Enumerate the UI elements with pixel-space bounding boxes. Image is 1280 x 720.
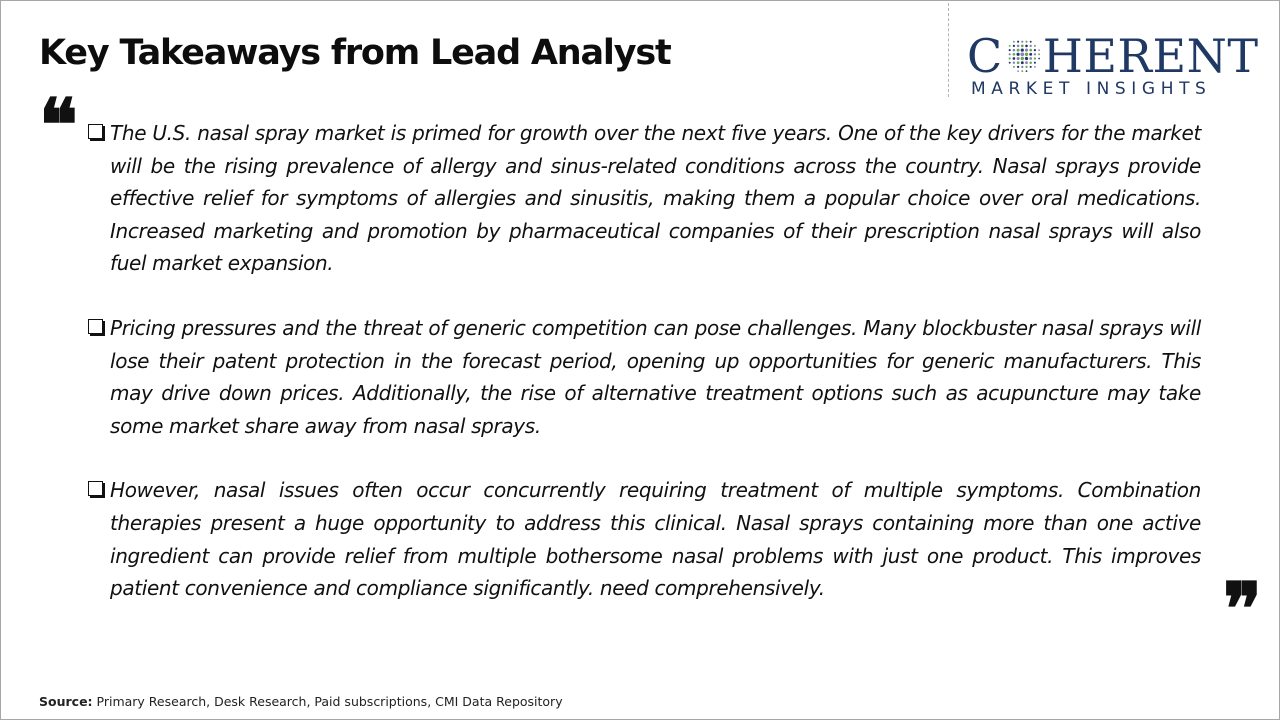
takeaways-list — [87, 117, 1201, 637]
logo-dot — [1012, 49, 1015, 52]
logo-dot — [1017, 66, 1019, 68]
checkbox-bullet-icon — [88, 481, 103, 496]
logo-dot — [1029, 57, 1032, 60]
logo-dot — [1029, 66, 1031, 68]
logo-dot — [1017, 45, 1020, 48]
source-note — [39, 694, 563, 709]
logo-word-left: C — [967, 29, 1003, 83]
logo-dot — [1020, 57, 1023, 60]
takeaway-text: The U.S. nasal spray market is primed for growth over the next five years. One of the key drivers for the market will be the rising prevalence of allergy and sinus-related conditions across the country. Nasal sprays provide effective relief for symptoms of allergies and sinusitis, making them a popular choice over oral medications. Increased marketing and promotion by pharmaceutical companies of their prescription nasal sprays will also fuel market expansion. — [110, 121, 1201, 276]
logo-dot — [1029, 41, 1031, 43]
logo-dot — [1025, 70, 1027, 72]
logo-dot — [1029, 49, 1032, 52]
takeaway-text: Pricing pressures and the threat of generic competition can pose challenges. Many blockbuster nasal sprays will lose their patent protection in the forecast period, opening up opportunities for generic manufacturers. This may drive down prices. Additionally, the rise of alternative treatment options such as acupuncture may take some market share away from nasal sprays. — [110, 315, 1201, 438]
logo-dot — [1012, 53, 1015, 56]
logo-dot — [1029, 53, 1032, 56]
logo-dot — [1012, 45, 1014, 47]
checkbox-bullet-icon — [88, 124, 103, 139]
logo-dot — [1029, 45, 1031, 47]
logo-dot — [1025, 49, 1028, 52]
logo-dot — [1017, 70, 1019, 72]
logo-dot-mark-icon — [1004, 36, 1042, 74]
logo-dot — [1034, 62, 1036, 64]
logo-wordmark — [967, 31, 1259, 81]
logo-dot — [1016, 57, 1019, 60]
open-quote-icon: ❝ — [39, 82, 78, 167]
logo-dot — [1025, 61, 1028, 64]
logo-dot — [1038, 53, 1040, 55]
logo-dot — [1025, 53, 1028, 56]
logo-dot — [1020, 49, 1023, 52]
logo-dot — [1008, 62, 1010, 64]
logo-subtitle: MARKET INSIGHTS — [971, 79, 1212, 99]
logo-dot — [1038, 49, 1040, 51]
logo-dot — [1013, 41, 1015, 43]
logo-dot — [1008, 45, 1010, 47]
takeaway-item — [87, 474, 1201, 604]
logo-dot — [1020, 52, 1024, 56]
logo-divider — [948, 3, 949, 97]
logo-dot — [1034, 45, 1036, 47]
logo-dot — [1021, 66, 1023, 68]
logo-dot — [1021, 41, 1023, 43]
logo-dot — [1025, 45, 1028, 48]
close-quote-icon: ❞ — [1223, 566, 1262, 651]
logo-word-right: HERENT — [1042, 29, 1259, 83]
logo-dot — [1029, 61, 1032, 64]
logo-dot — [1016, 49, 1019, 52]
source-text: Primary Research, Desk Research, Paid subscriptions, CMI Data Repository — [96, 694, 563, 709]
logo-dot — [1025, 66, 1027, 68]
checkbox-bullet-icon — [88, 319, 103, 334]
logo-dot — [1008, 53, 1010, 55]
takeaway-item — [87, 312, 1201, 442]
logo-dot — [1012, 62, 1014, 64]
takeaway-text: However, nasal issues often occur concurrently requiring treatment of multiple symptoms. Combination therapies present a huge opportunity to address this clinical. Nasal sprays containing more than one active ingredient can provide relief from multiple bothersome nasal problems with just one product. This improves patient convenience and compliance significantly. need comprehensively. — [110, 478, 1201, 601]
logo-dot — [1033, 53, 1035, 55]
logo-dot — [1021, 61, 1024, 64]
logo-dot — [1025, 57, 1028, 60]
logo-dot — [1008, 49, 1010, 51]
company-logo — [967, 31, 1263, 101]
slide-title: Key Takeaways from Lead Analyst — [39, 33, 671, 73]
logo-dot — [1021, 45, 1024, 48]
takeaway-item — [87, 117, 1201, 280]
logo-dot — [1033, 57, 1035, 59]
logo-dot — [1025, 41, 1027, 43]
logo-dot — [1021, 70, 1023, 72]
logo-dot — [1008, 57, 1010, 59]
logo-dot — [1013, 66, 1015, 68]
source-label: Source: — [39, 694, 93, 709]
logo-dot — [1034, 66, 1036, 68]
logo-dot — [1033, 49, 1035, 51]
logo-dot — [1016, 61, 1019, 64]
logo-dot — [1038, 58, 1040, 60]
logo-dot — [1016, 53, 1019, 56]
logo-dot — [1017, 41, 1019, 43]
logo-dot — [1012, 57, 1015, 60]
